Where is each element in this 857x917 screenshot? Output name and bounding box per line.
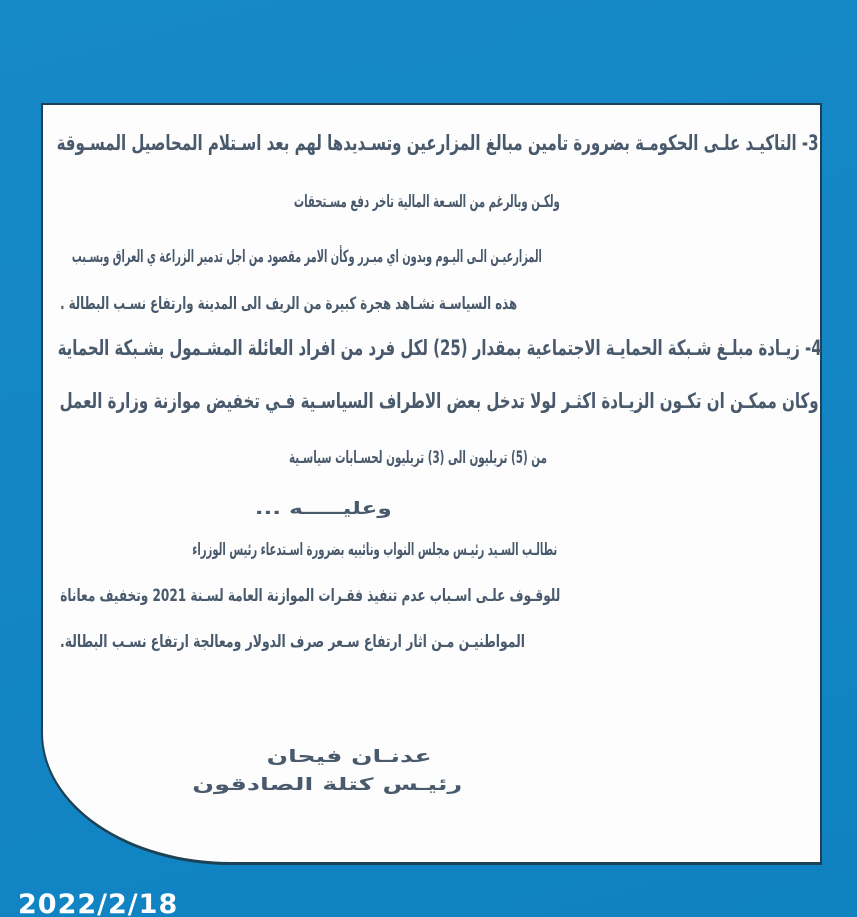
- doc-line-7: [289, 446, 547, 471]
- signature-title-text: رئيـس كتلة الصادقون: [192, 775, 462, 795]
- doc-line-3-text: المزارعيـن الـى اليـوم وبدون اي مبـرر وكأن الامر مقصود من اجل تدمير الزراعة ي العراق وبسـبب: [72, 247, 542, 267]
- doc-line-1-text: 3- التاكيـد علـى الحكومـة بضرورة تامين مبالغ المزارعين وتسـديدها لهم بعد اسـتلام المحاصيل المسـوقة: [57, 131, 819, 155]
- doc-line-10: [60, 584, 560, 609]
- doc-line-11-text: المواطنيـن مـن اثار ارتفاع سـعر صرف الدولار ومعالجة ارتفاع نسـب البطالة.: [60, 632, 525, 652]
- doc-line-2-text: ولكـن وبالرغم من السـعة المالية تاخر دفع مسـتحقات: [294, 192, 560, 212]
- doc-line-4-text: هذه السياسـة نشـاهد هجرة كبيرة من الريف الى المدينة وارتفاع نسـب البطالة .: [59, 294, 517, 314]
- doc-line-6-text: وكان ممكـن ان تكـون الزيـادة اكثـر لولا تدخل بعض الاطراف السياسـية فـي تخفيض موازنة وزارة العمل: [60, 389, 819, 413]
- doc-line-3: [72, 245, 542, 270]
- doc-line-8: [255, 497, 392, 522]
- doc-line-6: [60, 386, 819, 416]
- doc-line-11: [60, 630, 525, 655]
- signature-title: [192, 773, 462, 798]
- doc-line-7-text: من (5) تريليون الى (3) تريليون لحسـابات سياسـية: [289, 448, 547, 468]
- doc-line-4: [60, 292, 517, 317]
- doc-line-5-text: 4- زيـادة مبلـغ شـبكة الحمايـة الاجتماعية بمقدار (25) لكل فرد من افراد العائلة المشـمول بشـبكة الحماية: [58, 336, 822, 360]
- signature-name-text: عدنـان فيحان: [267, 747, 432, 767]
- document-sheet: [41, 103, 822, 865]
- doc-line-10-text: للوقـوف علـى اسـباب عدم تنفيذ فقـرات الموازنة العامة لسـنة 2021 وتخفيف معاناة: [60, 586, 560, 606]
- doc-line-9-text: نطالـب السـيد رئيـس مجلس النواب ونائبيه بضرورة اسـتدعاء رئيس الوزراء: [192, 540, 557, 560]
- doc-line-8-text: وعليـــــه ...: [255, 499, 392, 519]
- signature-name: [267, 745, 432, 770]
- doc-line-1: [57, 128, 819, 158]
- doc-line-2: [294, 190, 560, 215]
- doc-line-5: [58, 333, 822, 363]
- doc-line-9: [192, 538, 557, 563]
- date-label: 2022/2/18: [18, 889, 179, 917]
